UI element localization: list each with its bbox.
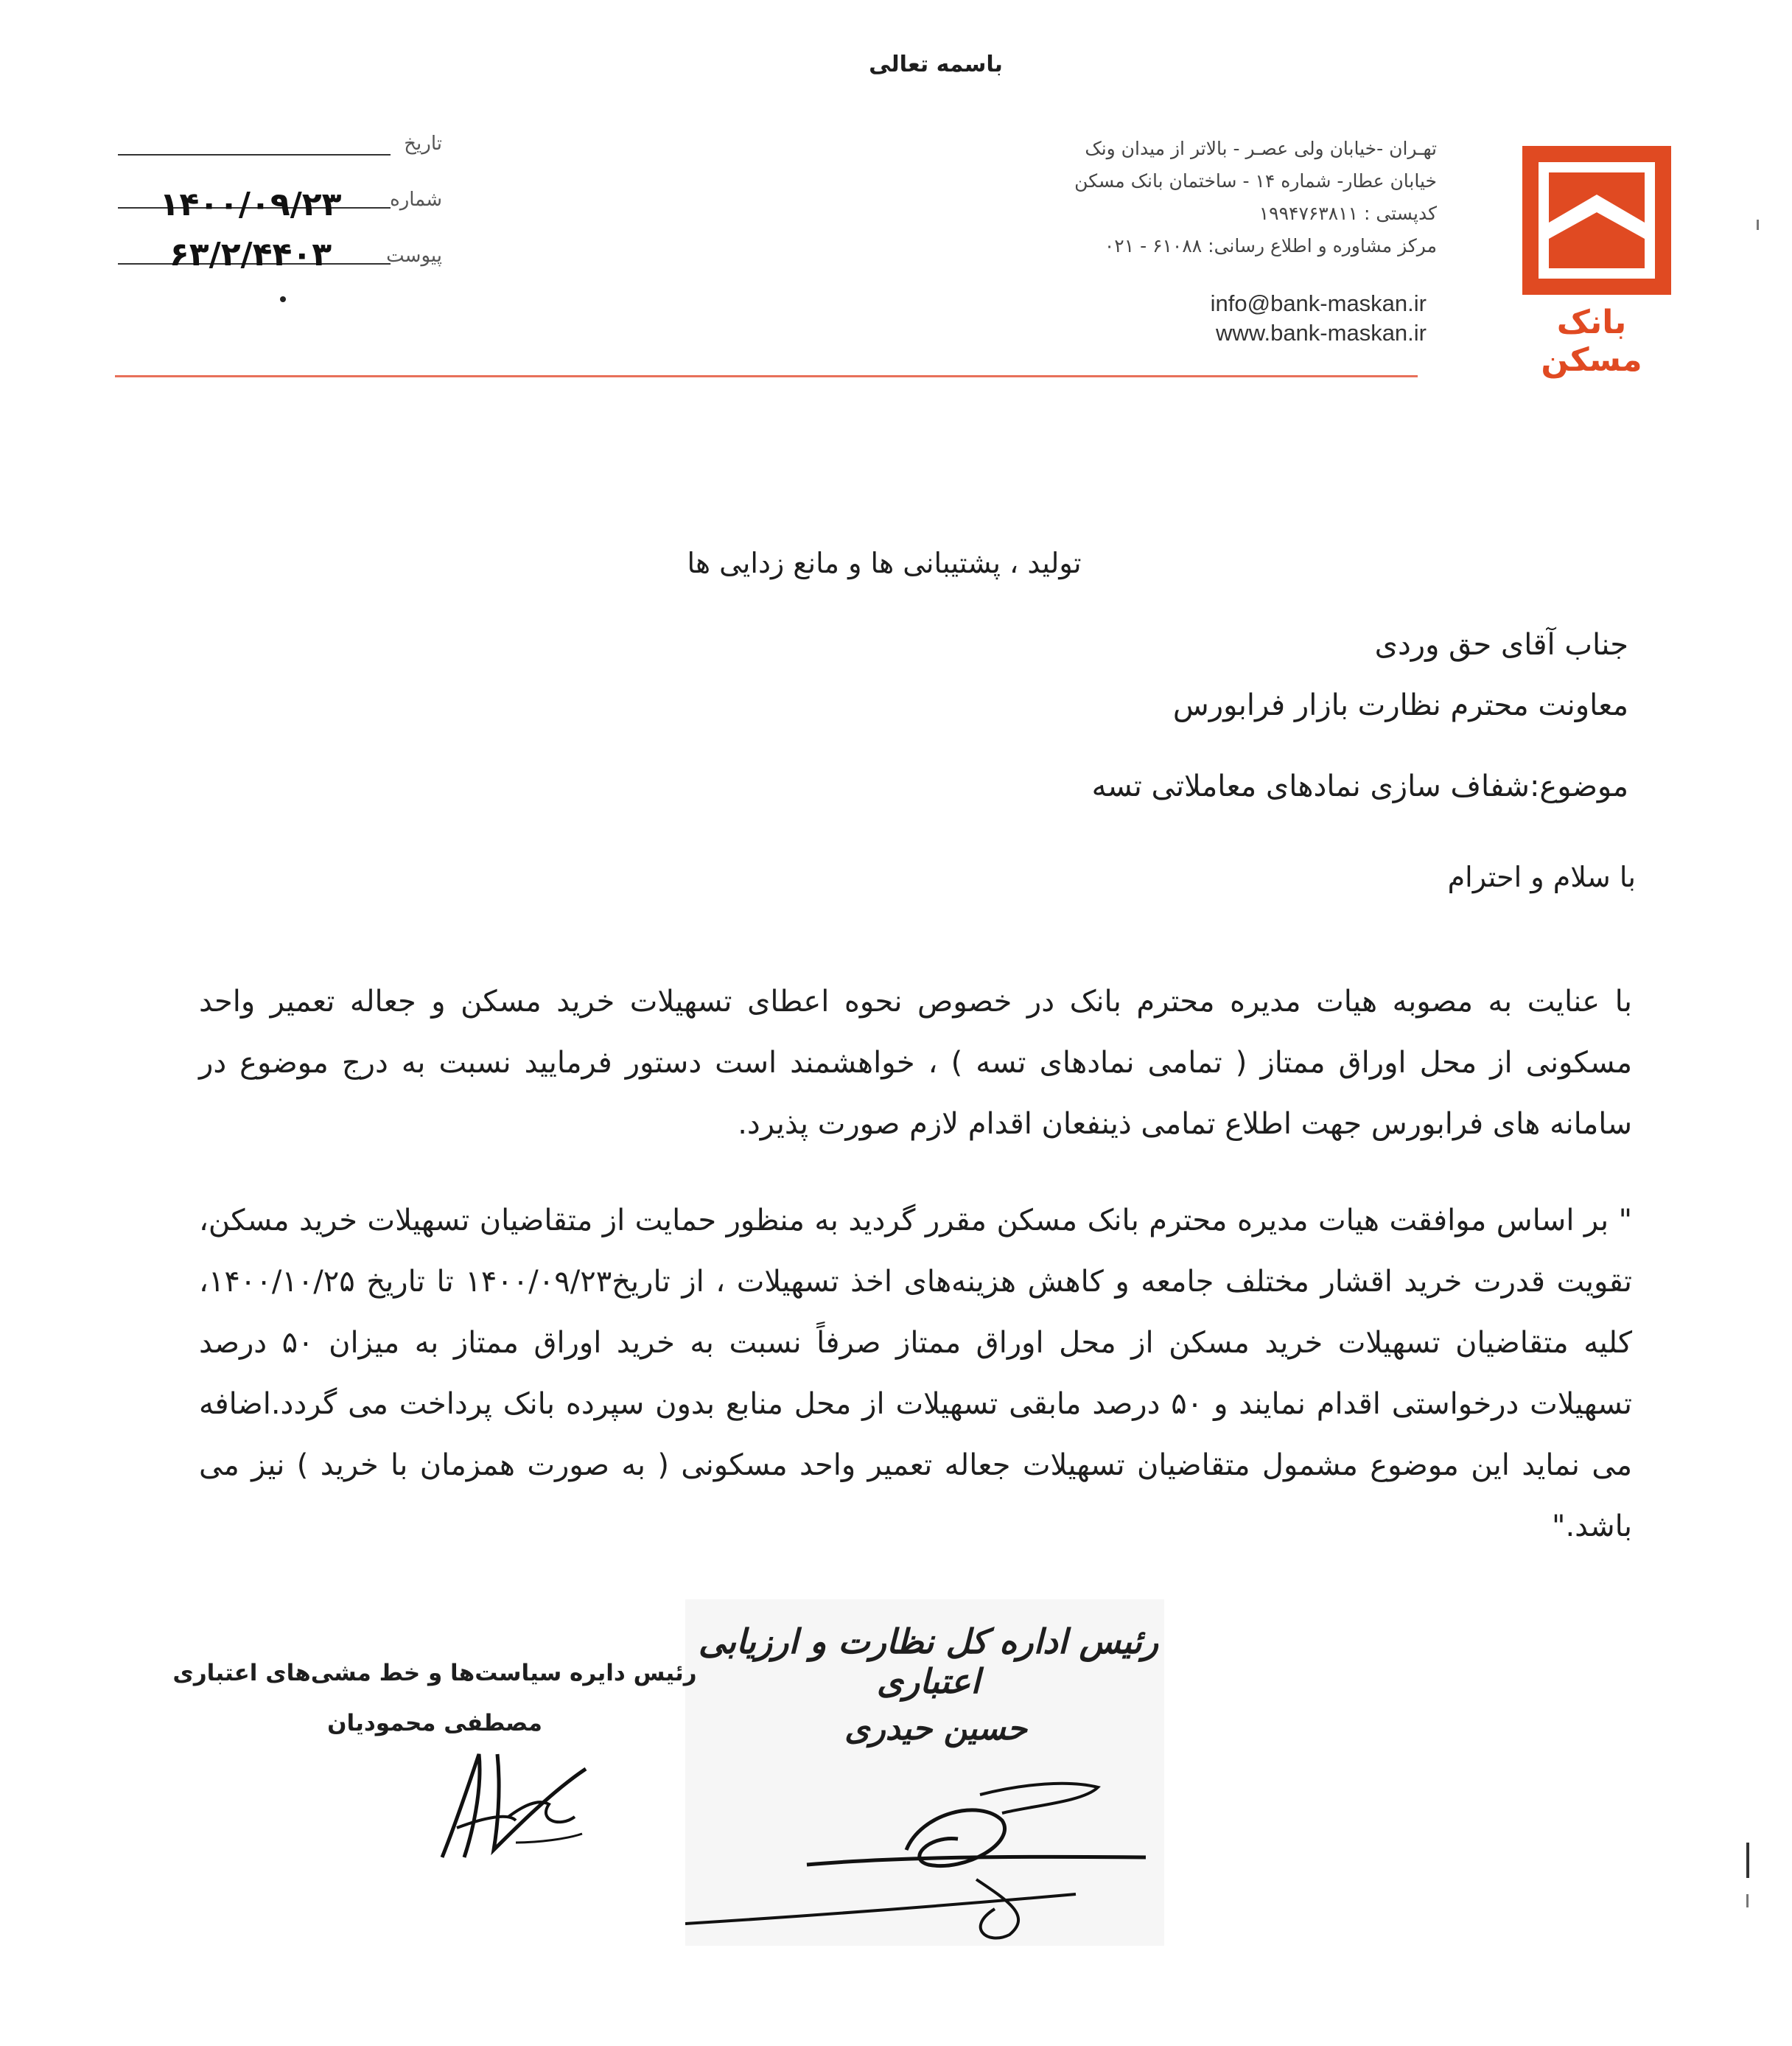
scan-speck — [1746, 1843, 1749, 1878]
signature-right — [685, 1769, 1164, 1946]
year-slogan: تولید ، پشتیبانی ها و مانع زدایی ها — [687, 547, 1082, 579]
signatory-title-left: رئیس دایره سیاست‌ها و خط مشی‌های اعتباری — [172, 1660, 697, 1686]
number-label: شماره — [390, 189, 442, 211]
bank-maskan-logo-icon — [1522, 146, 1671, 295]
paragraph-quoted-resolution: " بر اساس موافقت هیات مدیره محترم بانک مسکن مقرر گردید به منظور حمایت از متقاضیان تسهیلات خرید مسکن، تقویت قدرت خرید اقشار مختلف جامعه و کاهش هزینه‌های اخذ تسهیلات ، از تاریخ۱۴۰۰/۰۹/۲۳ تا تاریخ ۱۴۰۰/۱۰/۲۵، کلیه متقاضیان تسهیلات خرید مسکن از محل اوراق ممتاز صرفاً نسبت به خرید اوراق ممتاز به میزان ۵۰ درصد تسهیلات درخواستی اقدام نمایند و ۵۰ درصد مابقی تسهیلات از محل منابع بدون سپرده بانک پرداخت می گردد.اضافه می نماید این موضوع مشمول متقاضیان تسهیلات جعاله تعمیر واحد مسکونی ( به صورت همزمان با خرید ) نیز می باشد." — [199, 1204, 1632, 1543]
info-center-phone: مرکز مشاوره و اطلاع رسانی: ۶۱۰۸۸ - ۰۲۱ — [1104, 235, 1437, 256]
recipient-title: معاونت محترم نظارت بازار فرابورس — [1172, 688, 1628, 722]
attachment-label: پیوست — [386, 245, 442, 267]
attachment-value: ۶۳/۲/۴۴۰۳ — [169, 236, 332, 273]
date-line — [118, 154, 391, 156]
recipient-name: جناب آقای حق وردی — [1374, 628, 1628, 662]
signature-left — [427, 1747, 604, 1872]
bank-address-block — [987, 133, 1437, 262]
letter-greeting: با سلام و احترام — [1447, 861, 1636, 893]
signatory-name-right: حسین حیدری — [844, 1710, 1027, 1748]
bank-contact-block — [1105, 289, 1427, 348]
letter-subject: موضوع:شفاف سازی نمادهای معاملاتی تسه — [1091, 769, 1628, 803]
letter-invocation: باسمه تعالی — [869, 52, 1003, 77]
bank-name-logotype: بانک مسکن — [1541, 304, 1642, 379]
ink-dot — [280, 296, 286, 302]
header-divider — [115, 375, 1418, 377]
date-label: تاریخ — [404, 133, 442, 155]
number-value: ۱۴۰۰/۰۹/۲۳ — [159, 186, 342, 223]
signatory-name-left: مصطفی محمودیان — [327, 1710, 542, 1736]
signatory-title-right: رئیس اداره کل نظارت و ارزیابی اعتباری — [698, 1621, 1159, 1701]
address-line: خیابان عطار- شماره ۱۴ - ساختمان بانک مسکن — [1074, 170, 1437, 192]
scan-speck — [1746, 1894, 1749, 1907]
postal-code: کدپستی : ۱۹۹۴۷۶۳۸۱۱ — [1259, 203, 1437, 224]
scan-speck — [1757, 220, 1759, 230]
bank-website: www.bank-maskan.ir — [1216, 320, 1427, 346]
address-line: تهـران -خیابان ولی عصـر - بالاتر از میدان ونک — [1085, 138, 1437, 159]
paragraph-request: با عنایت به مصوبه هیات مدیره محترم بانک در خصوص نحوه اعطای تسهیلات خرید مسکن و جعاله تعمیر واحد مسکونی از محل اوراق ممتاز ( تمامی نمادهای تسه ) ، خواهشمند است دستور فرمایید نسبت به درج موضوع در سامانه های فرابورس جهت اطلاع تمامی ذینفعان اقدام لازم صورت پذیرد. — [199, 985, 1632, 1141]
bank-email: info@bank-maskan.ir — [1210, 290, 1427, 316]
